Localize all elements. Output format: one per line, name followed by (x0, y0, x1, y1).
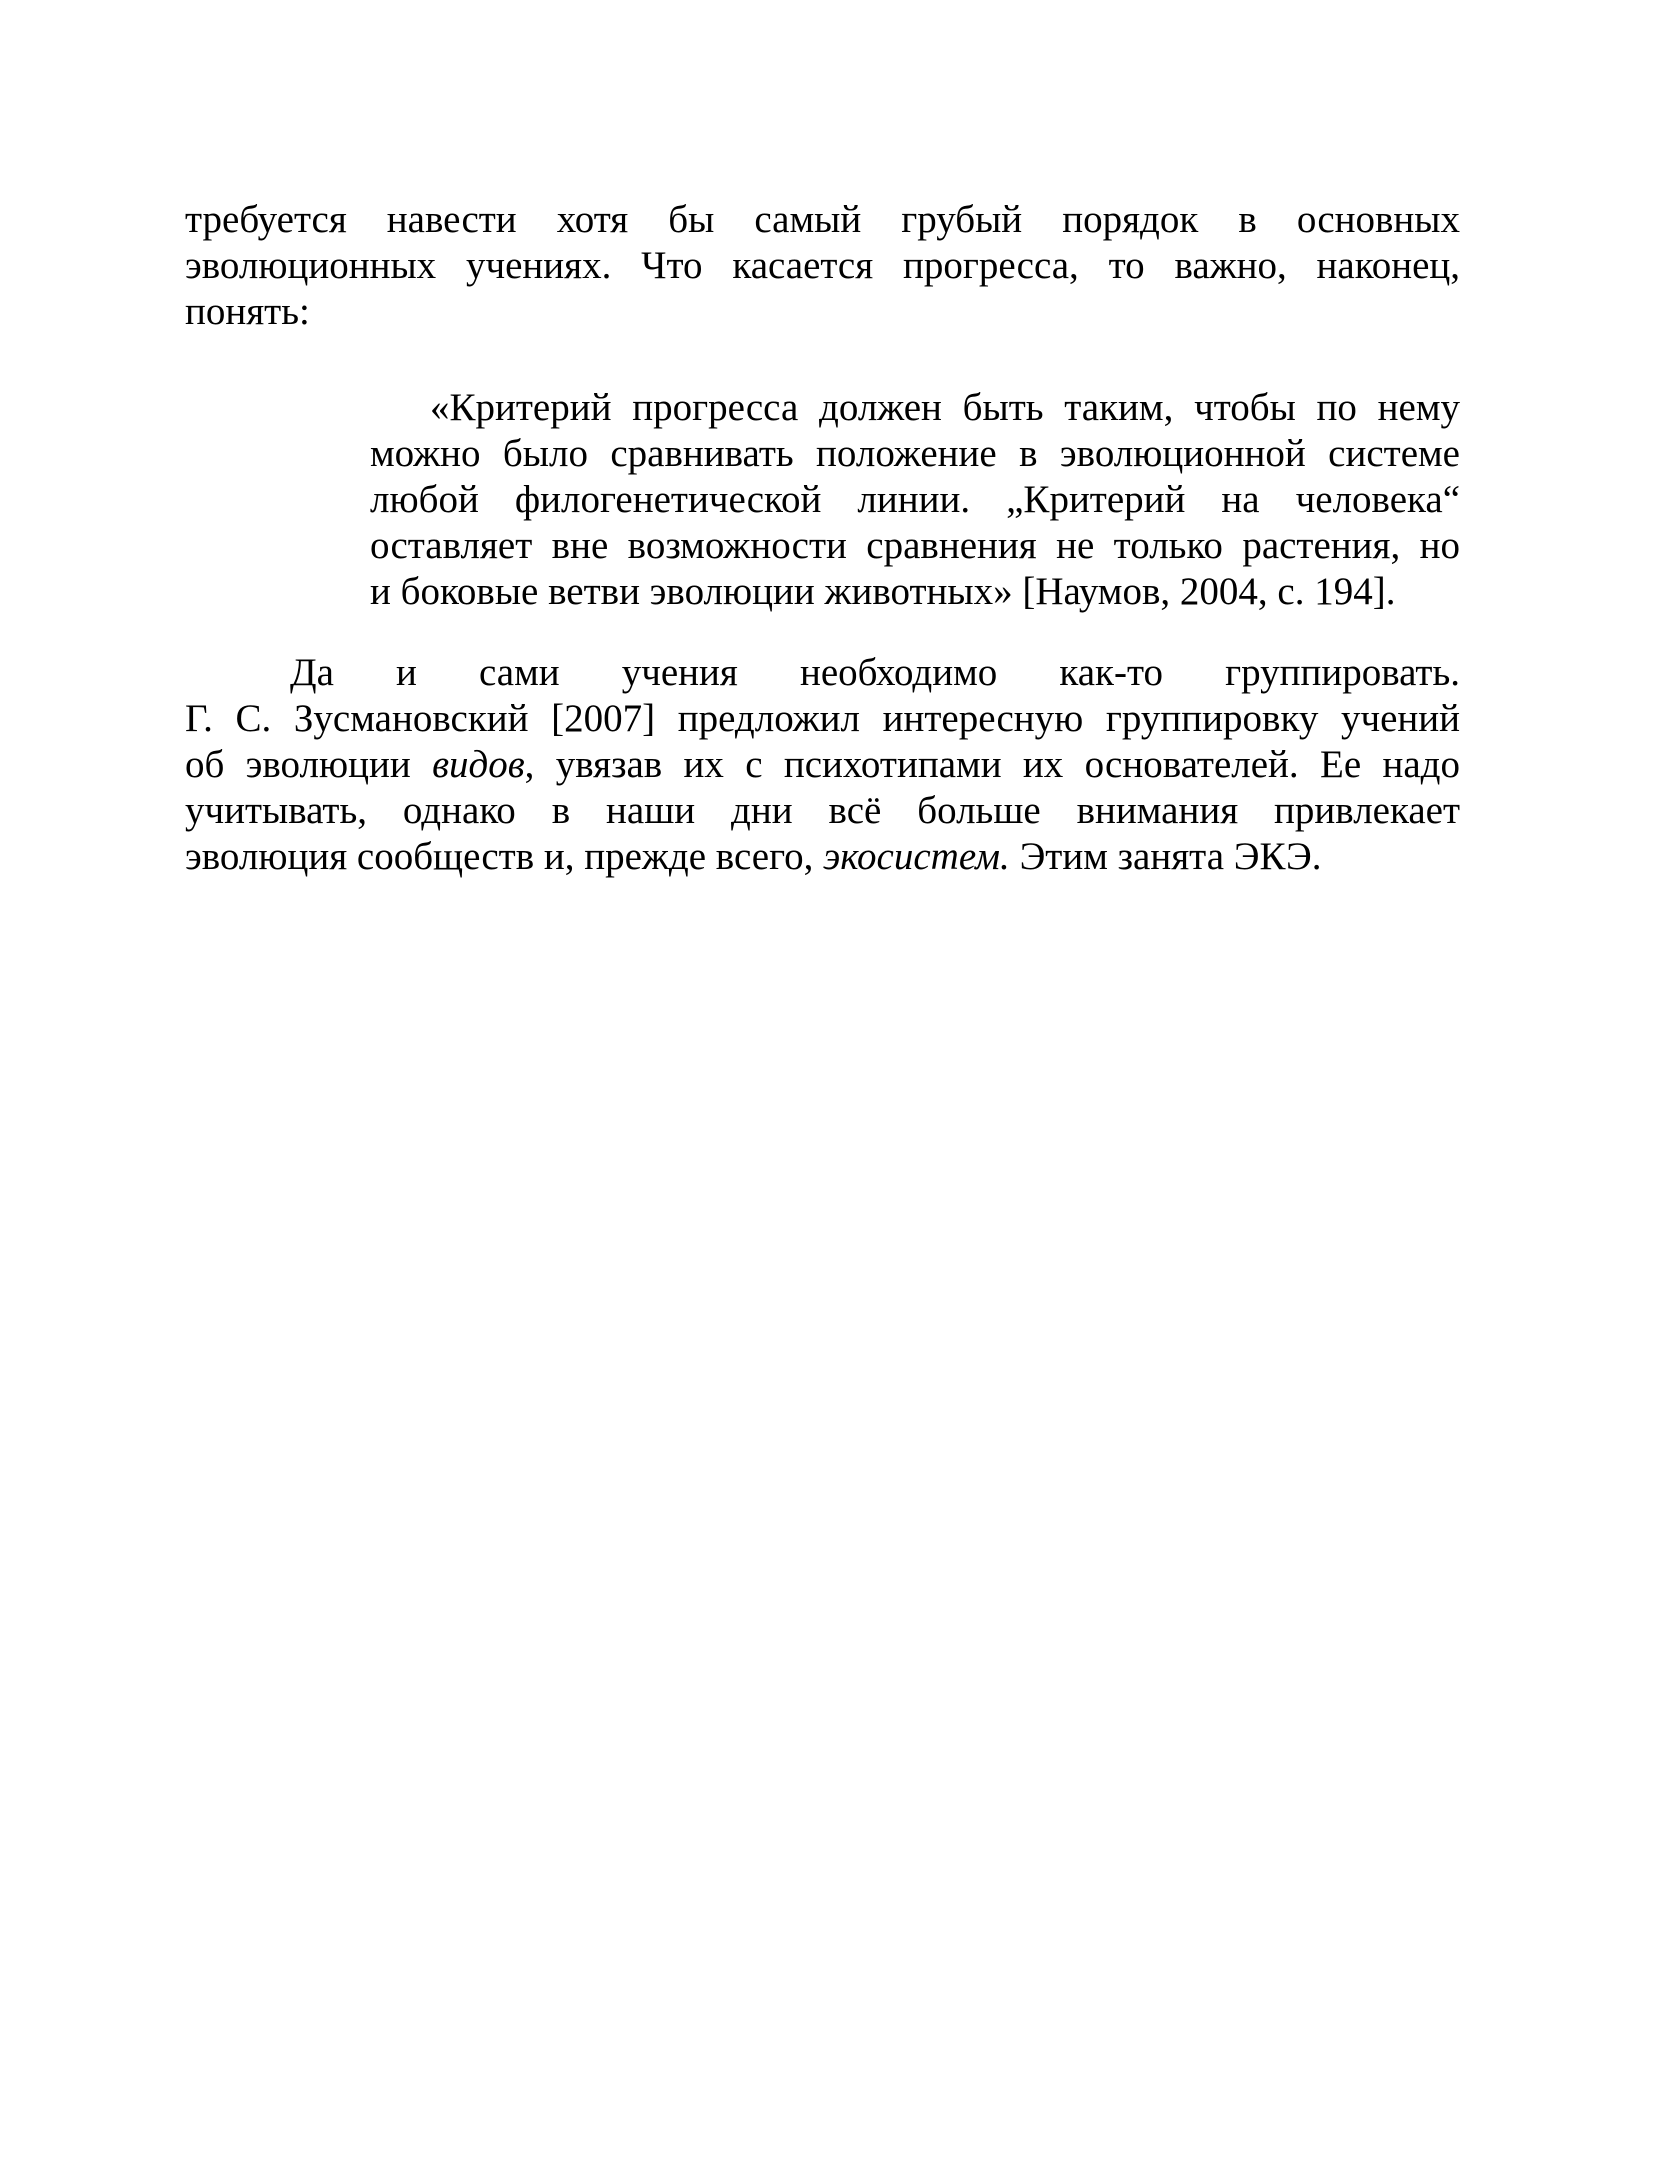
text-line: Да и сами учения необходимо как-то группировать. (290, 651, 1460, 694)
quote-line-citation: и боковые ветви эволюции животных» [Наумов, 2004, с. 194]. (370, 570, 1396, 613)
text-line: учитывать, однако в наши дни всё больше внимания привлекает (185, 789, 1460, 832)
quote-line: любой филогенетической линии. „Критерий на человека“ (370, 478, 1460, 521)
text-line: понять: (185, 290, 310, 333)
quote-line: оставляет вне возможности сравнения не только растения, но (370, 524, 1460, 567)
text-segment: об эволюции (185, 743, 433, 786)
italic-term: экосистем. (823, 835, 1010, 878)
text-line (185, 834, 1460, 880)
text-segment: , увязав их с психотипами их основателей. Ее надо (524, 743, 1460, 786)
quote-line: «Критерий прогресса должен быть таким, чтобы по нему (430, 386, 1460, 429)
text-line: эволюционных учениях. Что касается прогресса, то важно, наконец, (185, 244, 1460, 287)
page-content (185, 197, 1460, 880)
paragraph-opening (185, 197, 1460, 335)
quote-line: можно было сравнивать положение в эволюционной системе (370, 432, 1460, 475)
text-line: требуется навести хотя бы самый грубый порядок в основных (185, 198, 1460, 241)
text-line (185, 742, 1460, 788)
text-line: Г. С. Зусмановский [2007] предложил интересную группировку учений (185, 697, 1460, 740)
text-segment: эволюция сообществ и, прежде всего, (185, 835, 824, 878)
paragraph-body (185, 650, 1460, 880)
block-quote (370, 385, 1460, 615)
text-segment: Этим занята ЭКЭ. (1009, 835, 1322, 878)
italic-term: видов (432, 743, 525, 786)
